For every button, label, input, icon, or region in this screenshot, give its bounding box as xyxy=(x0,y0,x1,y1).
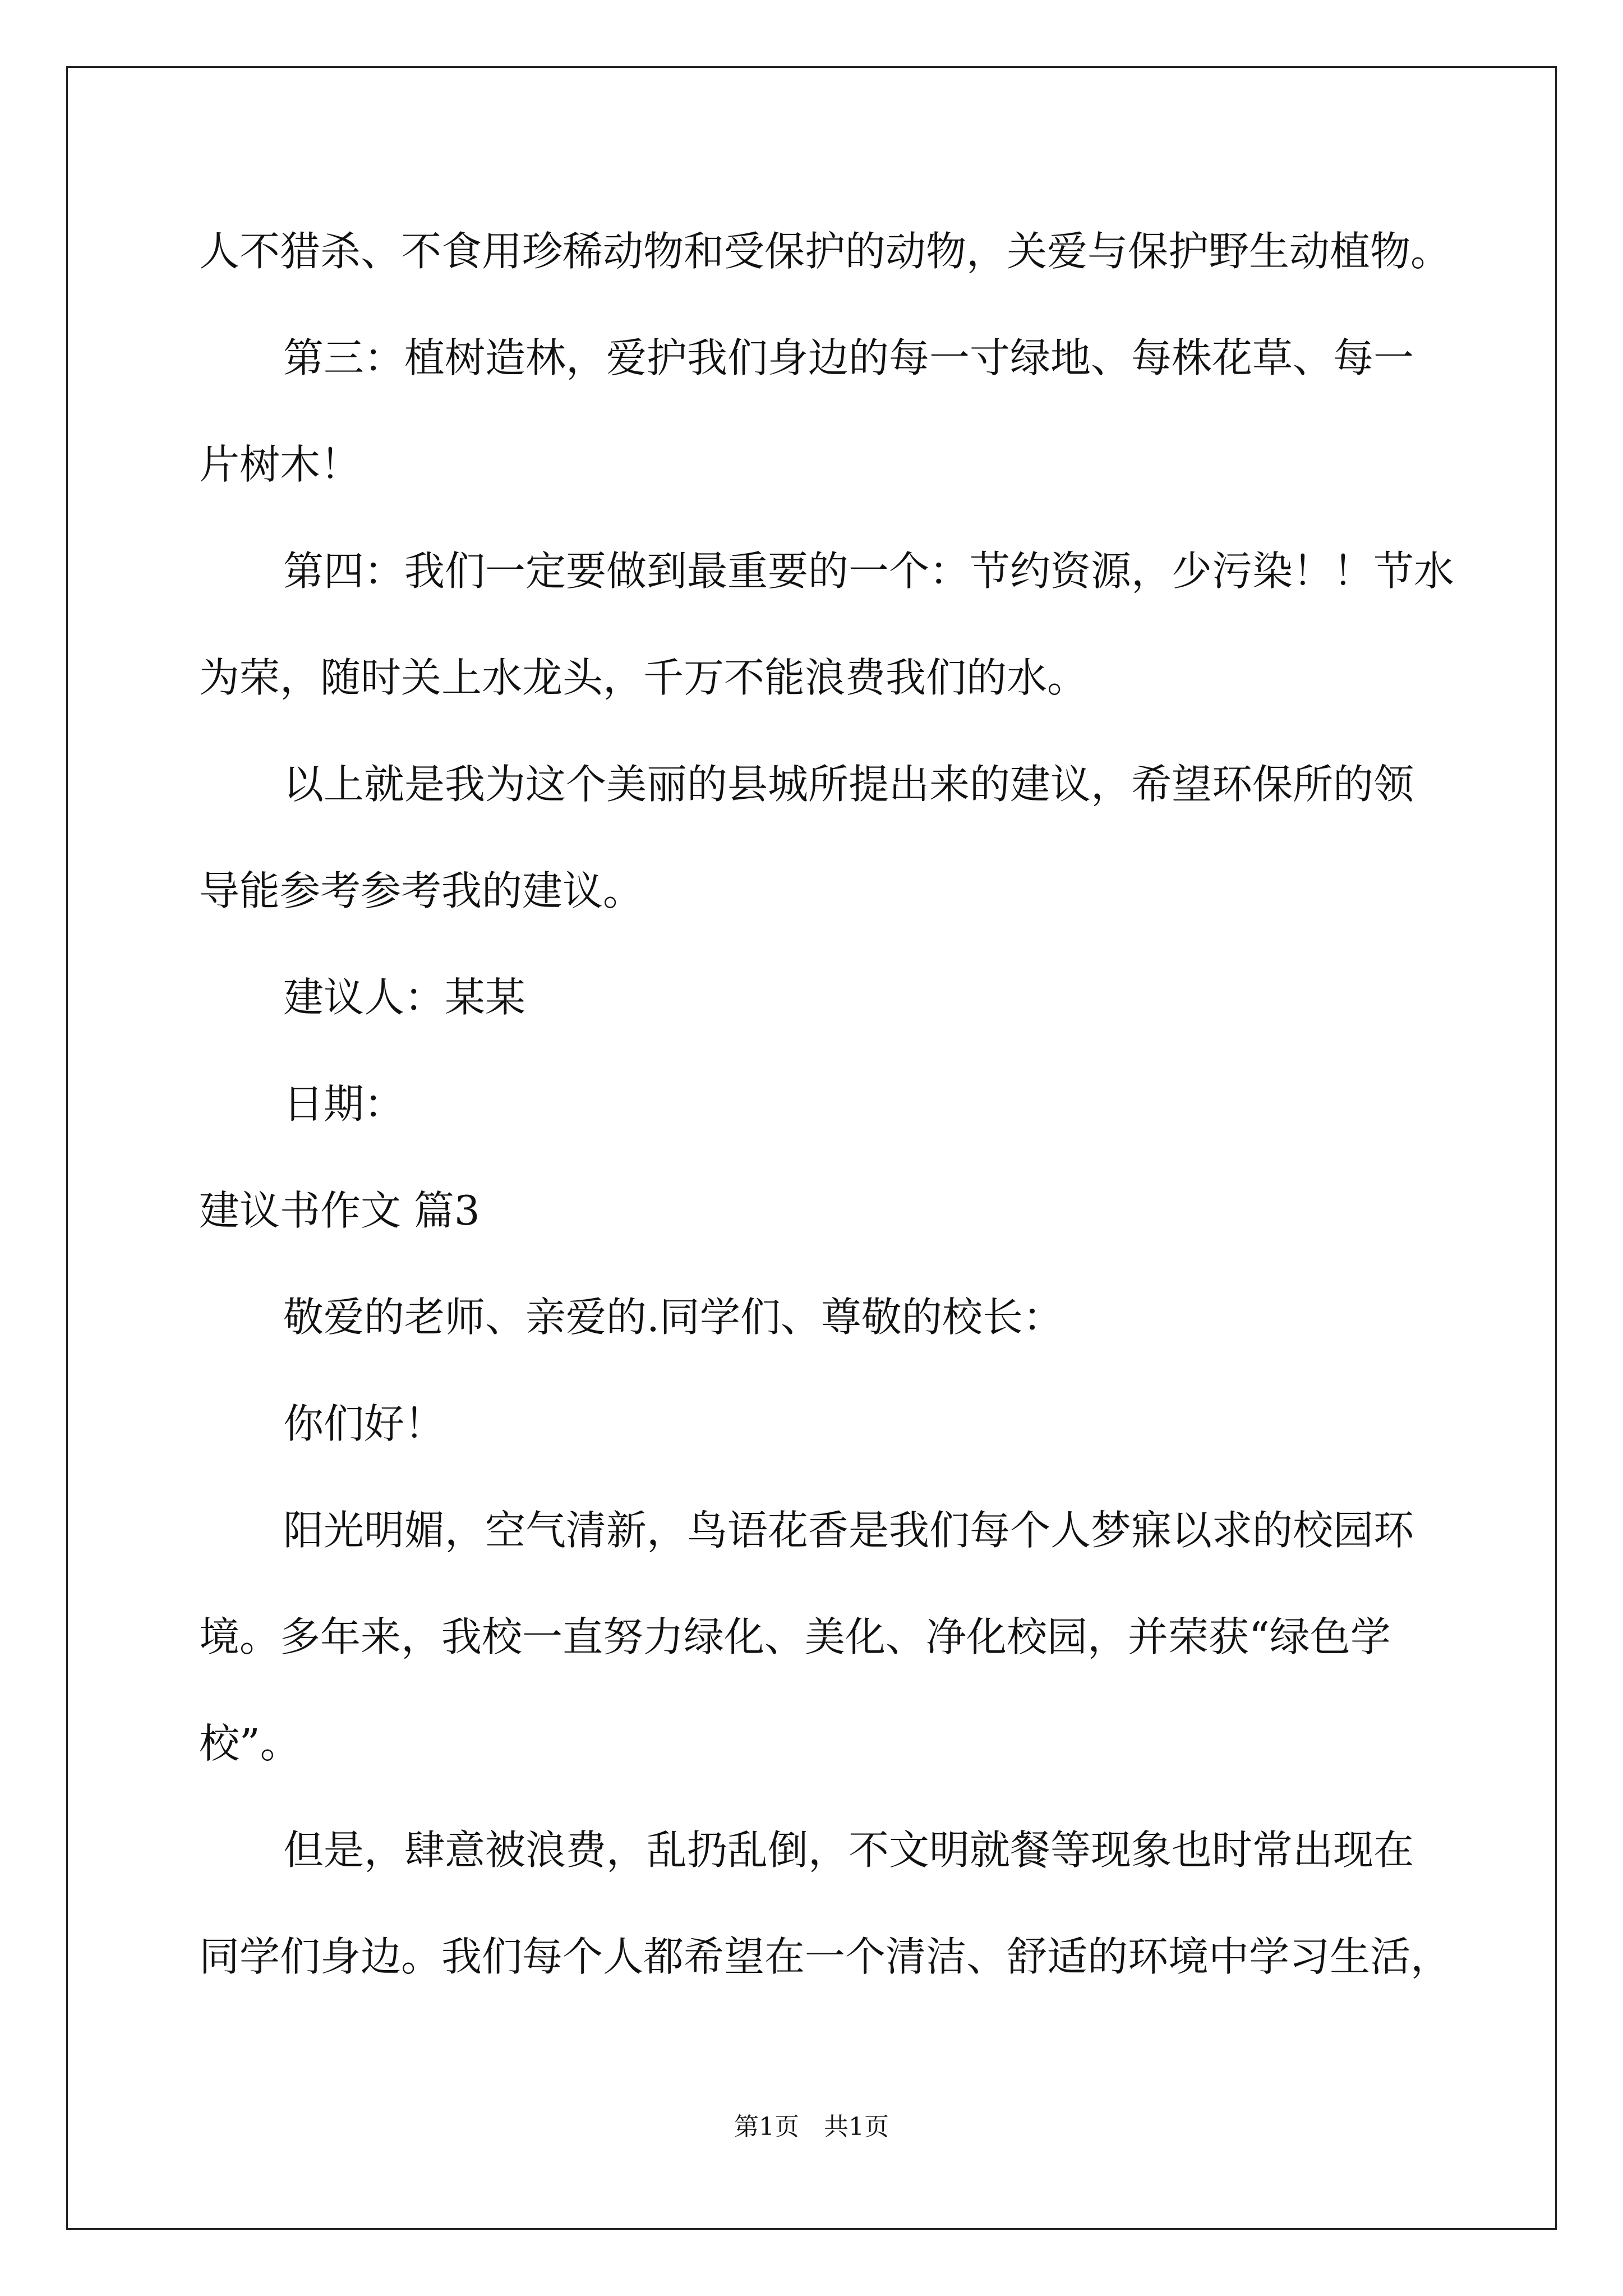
text-line: 校”。 xyxy=(199,1720,301,1767)
date-line: 日期： xyxy=(283,1080,405,1128)
text-line: 但是，肆意被浪费，乱扔乱倒，不文明就餐等现象也时常出现在 xyxy=(283,1826,1414,1874)
section-heading: 建议书作文 篇3 xyxy=(199,1187,480,1234)
greeting-line: 你们好！ xyxy=(283,1400,445,1447)
text-line: 阳光明媚，空气清新，鸟语花香是我们每个人梦寐以求的校园环 xyxy=(283,1507,1414,1554)
text-line: 以上就是我为这个美丽的县城所提出来的建议，希望环保所的领 xyxy=(283,761,1414,808)
page-footer: 第1页 共1页 xyxy=(734,2113,889,2141)
signature-line: 建议人：某某 xyxy=(283,974,526,1021)
text-line: 境。多年来，我校一直努力绿化、美化、净化校园，并荣获“绿色学 xyxy=(199,1613,1391,1660)
text-line: 同学们身边。我们每个人都希望在一个清洁、舒适的环境中学习生活， xyxy=(199,1933,1451,1980)
salutation-line: 敬爱的老师、亲爱的.同学们、尊敬的校长： xyxy=(283,1294,1063,1341)
text-line: 第三：植树造林，爱护我们身边的每一寸绿地、每株花草、每一 xyxy=(283,334,1414,381)
text-line: 为荣，随时关上水龙头，千万不能浪费我们的水。 xyxy=(199,654,1088,701)
page-border xyxy=(66,66,1557,2230)
text-line: 片树木！ xyxy=(199,441,361,488)
text-line: 导能参考参考我的建议。 xyxy=(199,867,644,914)
text-line: 第四：我们一定要做到最重要的一个：节约资源，少污染！！节水 xyxy=(283,547,1455,595)
text-line: 人不猎杀、不食用珍稀动物和受保护的动物，关爱与保护野生动植物。 xyxy=(199,228,1451,275)
